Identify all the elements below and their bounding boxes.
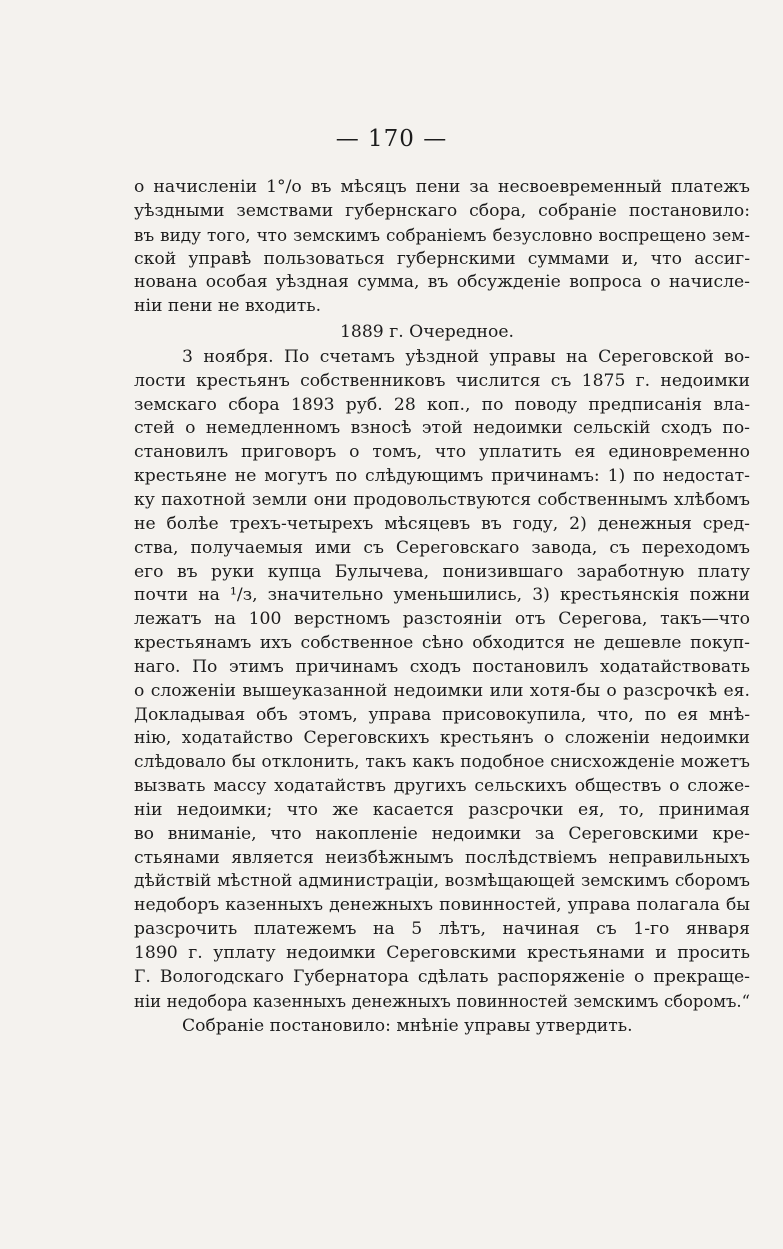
page-text bbox=[134, 176, 750, 1038]
text-line: Г. Вологодскаго Губернатора сдѣлать распоряженіе о прекраще- bbox=[134, 966, 750, 987]
resolution-line: Собраніе постановило: мнѣніе управы утвердить. bbox=[182, 1015, 633, 1036]
text-line: лости крестьянъ собственниковъ числится съ 1875 г. недоимки bbox=[134, 370, 750, 391]
text-line: становилъ приговоръ о томъ, что уплатить ея единовременно bbox=[134, 442, 750, 463]
text-line: ской управѣ пользоваться губернскими суммами и, что ассиг- bbox=[134, 248, 750, 269]
text-line: стьянами является неизбѣжнымъ послѣдствіемъ неправильныхъ bbox=[134, 847, 750, 868]
section-heading: 1889 г. Очередное. bbox=[340, 322, 514, 343]
text-line: стей о немедленномъ взносѣ этой недоимки сельскій сходъ по- bbox=[134, 418, 750, 439]
text-line: разсрочить платежемъ на 5 лѣтъ, начиная съ 1-го января bbox=[134, 919, 750, 940]
text-line: въ виду того, что земскимъ собраніемъ безусловно воспрещено зем- bbox=[134, 224, 750, 245]
text-line: нована особая уѣздная сумма, въ обсужденіе вопроса о начисле- bbox=[134, 272, 750, 293]
text-line: лежатъ на 100 верстномъ разстояніи отъ Серегова, такъ—что bbox=[134, 609, 750, 630]
paragraph-november-3 bbox=[134, 346, 750, 1014]
paragraph-previous-resolution bbox=[134, 176, 750, 319]
text-line: ства, получаемыя ими съ Сереговскаго завода, съ переходомъ bbox=[134, 537, 750, 558]
text-line: наго. По этимъ причинамъ сходъ постановилъ ходатайствовать bbox=[134, 656, 750, 677]
text-line: крестьяне не могутъ по слѣдующимъ причинамъ: 1) по недостат- bbox=[134, 466, 750, 487]
text-line: ніи пени не входить. bbox=[134, 296, 322, 317]
text-line: 1890 г. уплату недоимки Сереговскими крестьянами и просить bbox=[134, 943, 750, 963]
text-line: о начисленіи 1°/о въ мѣсяцъ пени за несвоевременный платежъ bbox=[134, 177, 750, 197]
text-line: во вниманіе, что накопленіе недоимки за Сереговскими кре- bbox=[134, 823, 750, 844]
text-line: почти на ¹/з, значительно уменьшились, 3) крестьянскія пожни bbox=[134, 585, 750, 606]
text-line: уѣздными земствами губернскаго сбора, собраніе постановило: bbox=[134, 200, 750, 221]
text-line: ку пахотной земли они продовольствуются собственнымъ хлѣбомъ bbox=[134, 489, 750, 510]
text-line: дѣйствій мѣстной администраціи, возмѣщающей земскимъ сборомъ bbox=[134, 871, 750, 892]
page-number: — 170 — bbox=[335, 126, 448, 152]
text-line: о сложеніи вышеуказанной недоимки или хотя-бы о разсрочкѣ ея. bbox=[134, 680, 750, 701]
text-line: слѣдовало бы отклонить, такъ какъ подобное снисхожденіе можетъ bbox=[134, 752, 750, 773]
text-line: земскаго сбора 1893 руб. 28 коп., по поводу предписанія вла- bbox=[134, 394, 750, 415]
text-line: недоборъ казенныхъ денежныхъ повинностей, управа полагала бы bbox=[134, 895, 750, 916]
text-line: нію, ходатайство Сереговскихъ крестьянъ о сложеніи недоимки bbox=[134, 728, 750, 749]
text-line: не болѣе трехъ-четырехъ мѣсяцевъ въ году, 2) денежныя сред- bbox=[134, 513, 750, 534]
text-line: ніи недобора казенныхъ денежныхъ повинностей земскимъ сборомъ.“ bbox=[134, 991, 750, 1011]
text-line: его въ руки купца Булычева, понизившаго заработную плату bbox=[134, 561, 750, 582]
text-line: вызвать массу ходатайствъ другихъ сельскихъ обществъ о сложе- bbox=[134, 776, 750, 797]
text-line: ніи недоимки; что же касается разсрочки ея, то, принимая bbox=[134, 799, 750, 820]
text-line: 3 ноября. По счетамъ уѣздной управы на Сереговской во- bbox=[182, 346, 750, 367]
text-line: Докладывая объ этомъ, управа присовокупила, что, по ея мнѣ- bbox=[134, 704, 750, 725]
text-line: крестьянамъ ихъ собственное сѣно обходится не дешевле покуп- bbox=[134, 633, 750, 654]
